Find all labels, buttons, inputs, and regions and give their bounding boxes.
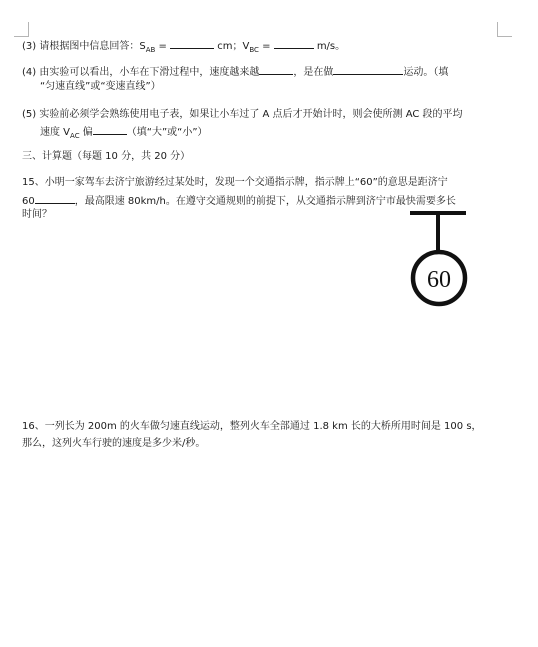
q15-blank: [35, 193, 75, 204]
question-3: [22, 38, 345, 54]
q5-vac-subscript: AC: [70, 132, 80, 140]
question-16-line-2: 那么，这列火车行驶的速度是多少米/秒。: [22, 438, 206, 449]
question-15-line-3: 时间？: [22, 209, 52, 220]
question-4-line-1: [22, 64, 448, 80]
q3-blank-vbc: [274, 38, 314, 49]
crop-mark-top-right: [497, 22, 512, 37]
traffic-sign-figure: [408, 210, 472, 310]
question-5-line-2: [40, 124, 208, 140]
q3-sab-subscript: AB: [145, 46, 156, 54]
q5-blank: [93, 124, 127, 135]
section-3-title: 三、计算题（每题 10 分，共 20 分）: [22, 151, 191, 162]
q3-equals-2: =: [258, 41, 274, 52]
q3-equals-1: =: [155, 41, 171, 52]
question-15-line-1: 15、小明一家驾车去济宁旅游经过某处时，发现一个交通指示牌，指示牌上“60”的意思是距济宁: [22, 177, 448, 188]
q5-text-c: （填“大”或“小”）: [126, 127, 208, 138]
q5-text-b: 偏: [79, 127, 93, 138]
q3-vbc-subscript: BC: [249, 46, 259, 54]
q5-text-a: 速度 V: [40, 127, 71, 138]
q3-text: (3) 请根据图中信息回答：S: [22, 41, 146, 52]
q15-text-a: 60: [22, 196, 35, 207]
q15-text-b: ，最高限速 80km/h。在遵守交通规则的前提下，从交通指示牌到济宁市最快需要多长: [74, 196, 456, 207]
q3-unit-cm: cm；V: [214, 41, 250, 52]
question-4-line-2: “匀速直线”或“变速直线”）: [40, 81, 161, 92]
q4-text-b: ，是在做: [293, 67, 334, 78]
q3-blank-sab: [170, 38, 214, 49]
question-5-line-1: (5) 实验前必须学会熟练使用电子表，如果让小车过了 A 点后才开始计时，则会使所测 AC 段的平均: [22, 109, 463, 120]
q4-text-a: (4) 由实验可以看出，小车在下滑过程中，速度越来越: [22, 67, 260, 78]
q4-blank-2: [333, 64, 403, 75]
sign-number: 60: [427, 267, 451, 293]
q3-unit-ms: m/s。: [313, 41, 346, 52]
crop-mark-top-left: [14, 22, 29, 37]
q4-text-c: 运动。（填: [403, 67, 449, 78]
question-15-line-2: [22, 193, 456, 209]
q4-blank-1: [259, 64, 293, 75]
question-16-line-1: 16、一列长为 200m 的火车做匀速直线运动，整列火车全部通过 1.8 km 长的大桥所用时间是 100 s，: [22, 421, 482, 432]
